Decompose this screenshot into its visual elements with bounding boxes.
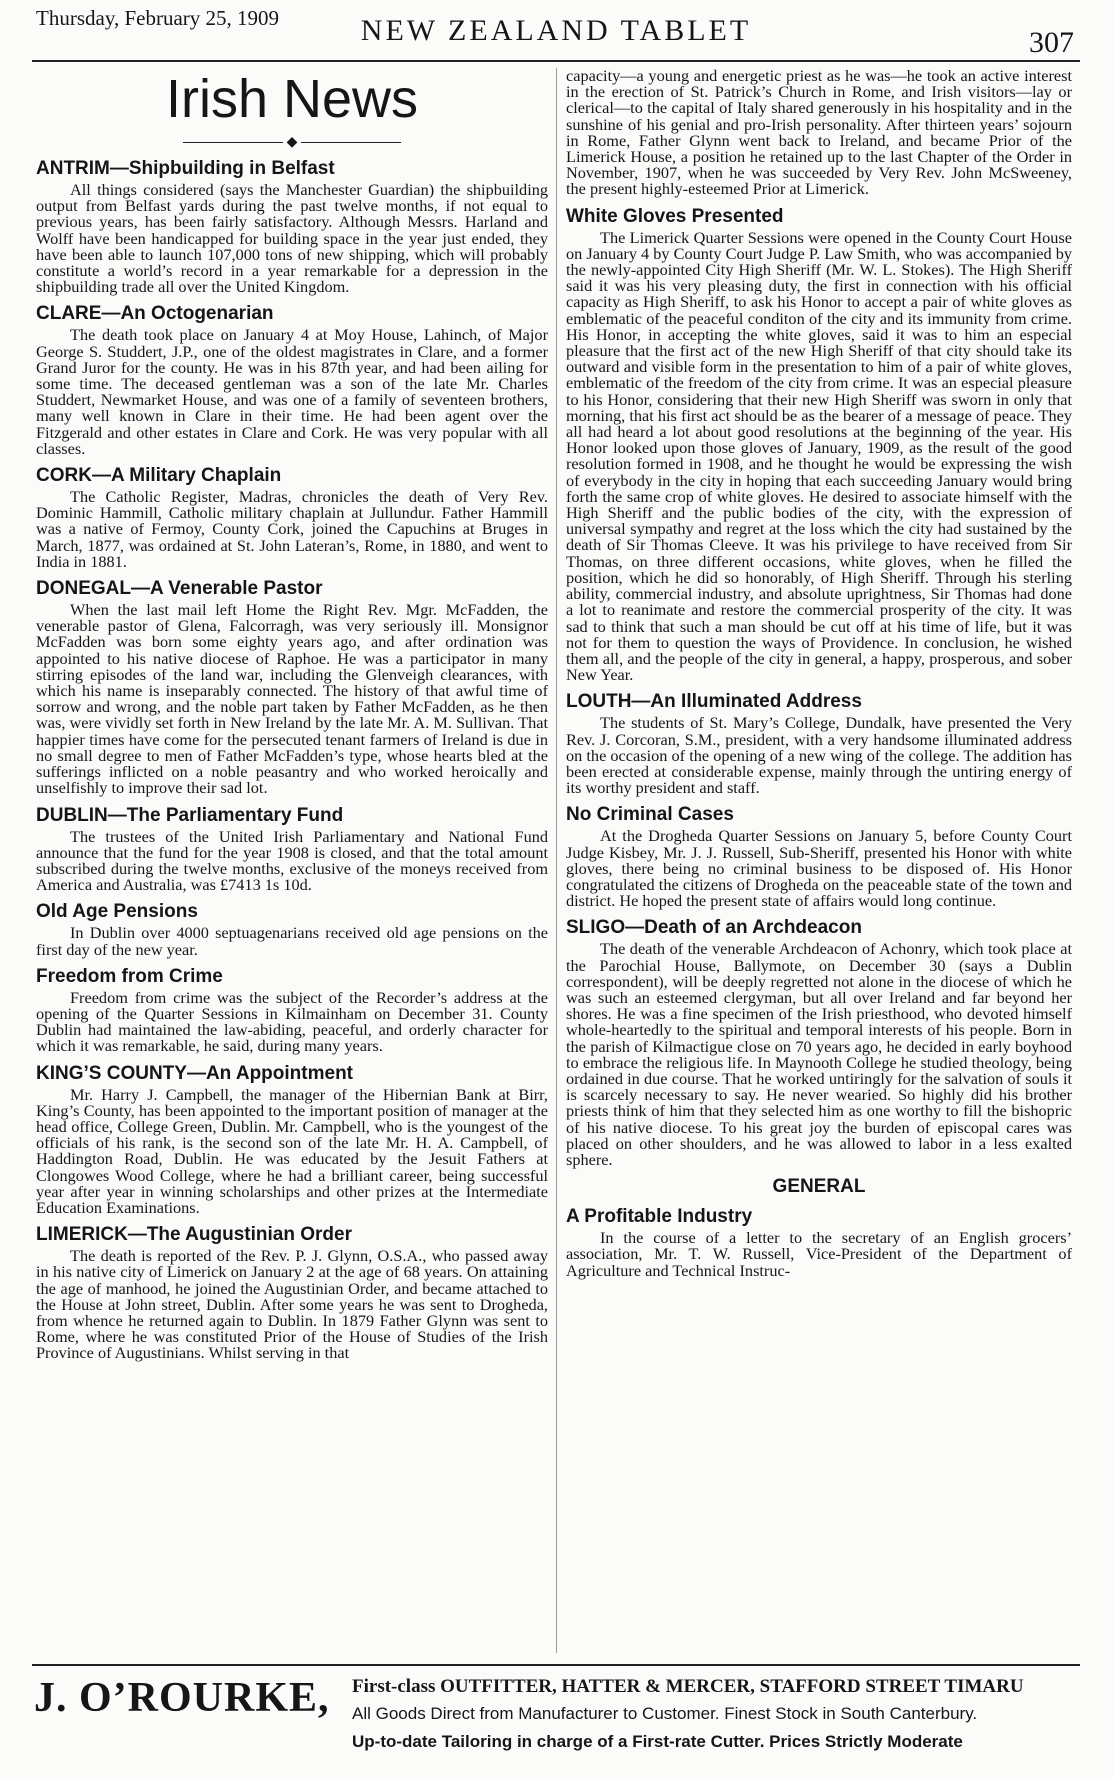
article-heading: No Criminal Cases xyxy=(566,804,734,826)
article-heading: Freedom from Crime xyxy=(36,965,223,987)
article xyxy=(36,303,548,457)
article-paragraph: Freedom from crime was the subject of the Recorder’s address at the opening of the Quarter Sessions in Kilmainham on December 31. County Dublin had maintained the law-abiding, peaceful, and orderly character for which it was remarkable, he said, during many years. xyxy=(36,987,548,1056)
article-heading: LOUTH—An Illuminated Address xyxy=(566,691,862,713)
article-paragraph: Mr. Harry J. Campbell, the manager of the Hibernian Bank at Birr, King’s County, has been appointed to the important position of manager at the head office, College Green, Dublin. Mr. Campbell, who is the youngest of the officials of his rank, is the second son of the late Mr. H. A. Campbell, of Haddington Road, Dublin. He was educated by the Jesuit Fathers at Clongowes Wood College, where he had a brilliant career, being successful year after year in winning scholarships and other prizes at the Intermediate Education Examinations. xyxy=(36,1084,548,1217)
right-column xyxy=(566,68,1072,1653)
article-paragraph: capacity—a young and energetic priest as he was—he took an active interest in the erection of St. Patrick’s Church in Rome, and Irish visitors—lay or clerical—to the capital of Italy shared generously in his hospitality and in the sunshine of his genial and pro-Irish personality. After thirteen years’ sojourn in Rome, Father Glynn went back to Ireland, and became Prior of the Limerick House, a position he retained up to the last Chapter of the Order in November, 1907, when he was succeeded by Very Rev. John McSweeney, the present highly-esteemed Prior at Limerick. xyxy=(566,68,1072,199)
issue-date: Thursday, February 25, 1909 xyxy=(36,6,280,30)
masthead xyxy=(32,0,1080,62)
article xyxy=(36,966,548,1055)
article xyxy=(36,1063,548,1217)
article xyxy=(36,465,548,570)
article xyxy=(36,1224,548,1361)
right-articles xyxy=(566,68,1072,1279)
article-heading: GENERAL xyxy=(772,1176,866,1198)
article xyxy=(566,68,1072,198)
article-heading: DONEGAL—A Venerable Pastor xyxy=(36,578,323,600)
article xyxy=(36,901,548,957)
article-paragraph: The death took place on January 4 at Moy House, Lahinch, of Major George S. Studdert, J.P., one of the oldest magistrates in Clare, and a former Grand Juror for the county. He was in his 87th year, and had been ailing for some time. The deceased gentleman was a son of the late Mr. Charles Studdert, Newmarket House, and was one of a family of seventeen brothers, many well known in Clare in their time. He had been agent over the Fitzgerald and other estates in Clare and Cork. He was very popular with all classes. xyxy=(36,325,548,458)
footer-divider xyxy=(32,1664,1080,1666)
article-paragraph: The students of St. Mary’s College, Dundalk, have presented the Very Rev. J. Corcoran, S.M., president, with a very handsome illuminated address on the occasion of the opening of a new wing of the college. The addition has been erected at considerable expense, mainly through the untiring energy of its worthy president and staff. xyxy=(566,713,1072,798)
article xyxy=(36,158,548,295)
left-articles xyxy=(36,158,548,1362)
article-paragraph: The trustees of the United Irish Parliamentary and National Fund announce that the fund for the year 1908 is closed, and that the total amount subscribed during the twelve months, exclusive of the moneys received from America and Australia, was £7413 1s 10d. xyxy=(36,826,548,895)
article-paragraph: The death of the venerable Archdeacon of Achonry, which took place at the Parochial House, Ballymote, on December 30 (says a Dublin correspondent), will be deeply regretted not alone in the diocese of which he was such an esteemed clergyman, but all over Ireland and far beyond her shores. He was a fine specimen of the Irish priesthood, who devoted himself whole-heartedly to the spiritual and temporal interests of his people. Born in the parish of Kilmactigue close on 70 years ago, he decided in early boyhood to embrace the religious life. In Maynooth College he studied theology, being ordained in due course. That he worked untiringly for the salvation of souls it is scarcely necessary to say. He never wearied. So highly did his brother priests think of him that they selected him as one worthy to fill the bishopric of his native diocese. To his great joy the burden of episcopal cares was placed on other shoulders, and he was allowed to labor in a less exalted sphere. xyxy=(566,939,1072,1169)
article-heading: SLIGO—Death of an Archdeacon xyxy=(566,917,862,939)
advert-line-2: All Goods Direct from Manufacturer to Customer. Finest Stock in South Canterbury. xyxy=(352,1704,978,1723)
section-title: Irish News xyxy=(165,69,419,129)
article-paragraph: At the Drogheda Quarter Sessions on January 5, before County Court Judge Kisbey, Mr. J. J. Russell, Sub-Sheriff, presented his Honor with white gloves, there being no criminal business to be disposed of. His Honor congratulated the citizens of Drogheda on the peaceable state of the town and district. He hoped the present state of affairs would long continue. xyxy=(566,826,1072,911)
article-heading: A Profitable Industry xyxy=(566,1206,753,1228)
ornament-divider xyxy=(36,136,548,150)
page-number: 307 xyxy=(1029,26,1074,59)
article-heading: DUBLIN—The Parliamentary Fund xyxy=(36,804,344,826)
diamond-icon: ◆ xyxy=(286,135,298,150)
advert-line-1: First-class OUTFITTER, HATTER & MERCER, STAFFORD STREET TIMARU xyxy=(352,1676,1024,1697)
article-heading: White Gloves Presented xyxy=(566,205,784,227)
article-heading: LIMERICK—The Augustinian Order xyxy=(36,1224,352,1246)
left-column xyxy=(36,68,548,1653)
article-paragraph: The Limerick Quarter Sessions were opened in the County Court House on January 4 by County Court Judge P. Law Smith, who was accompanied by the newly-appointed City High Sheriff (Mr. W. L. Stokes). The High Sheriff said it was his very pleasing duty, the first in connection with his official capacity as High Sheriff, to ask his Honor to accept a pair of white gloves as emblematic of the peaceful conditon of the city and its immunity from crime. His Honor, in accepting the white gloves, said it was to him an especial pleasure that the first act of the new High Sheriff of that city should take its outward and visible form in the presentation to him of a pair of white gloves, emblematic of the freedom of the city from crime. It was an especial pleasure to his Honor, considering that their new High Sheriff was sworn in only that morning, that his first act should be as the bearer of a message of peace. They all had heard a lot about good resolutions at the beginning of the year. His Honor looked upon those gloves of January, 1909, as the result of the good resolution formed in 1908, and he thought he would be expressing the wish of everybody in the city in hoping that each succeeding January would bring forth the same crop of white gloves. He desired to associate himself with the High Sheriff and the public bodies of the city, with the expression of universal sympathy and regret at the loss which the city had sustained by the death of Sir Thomas Cleeve. It was his privilege to have received from Sir Thomas, on three different occasions, white gloves, when he filled the position, which he did so honorably, of High Sheriff. Through his sterling ability, commercial industry, and absolute uprightness, Sir Thomas had done a lot to reanimate and restore the commercial prosperity of the city. It was sad to think that such a man should be cut off at his time of life, but it was not for them to question the ways of Providence. In conclusion, he wished them all, and the people of the city in general, a happy, prosperous, and sober New Year. xyxy=(566,227,1072,685)
article-paragraph: In the course of a letter to the secretary of an English grocers’ association, Mr. T. W. Russell, Vice-President of the Department of Agriculture and Technical Instruc- xyxy=(566,1228,1072,1280)
article xyxy=(566,917,1072,1168)
article xyxy=(566,206,1072,684)
article-paragraph: When the last mail left Home the Right Rev. Mgr. McFadden, the venerable pastor of Glena, Falcorragh, was very seriously ill. Monsignor McFadden was born some eighty years ago, and after ordination was appointed to his native diocese of Raphoe. He was a participator in many stirring episodes of the land war, including the Glenveigh clearances, with which his name is inseparably connected. The history of that awful time of sorrow and wrong, and the noble part taken by Father McFadden, as he then was, were vividly set forth in New Ireland by the late Mr. A. M. Sullivan. That happier times have come for the persecuted tenant farmers of Ireland is due in no small degree to men of Father McFadden’s type, whose hearts bled at the sufferings inflicted on a noble peasantry and who worked heroically and unselfishly to improve their sad lot. xyxy=(36,600,548,798)
column-divider xyxy=(556,68,557,1653)
article xyxy=(566,1206,1072,1279)
article-heading: CLARE—An Octogenarian xyxy=(36,303,274,325)
article-heading: Old Age Pensions xyxy=(36,901,198,923)
article-heading: KING’S COUNTY—An Appointment xyxy=(36,1062,353,1084)
advertiser-name: J. O’ROURKE, xyxy=(34,1675,330,1721)
article xyxy=(566,804,1072,909)
newspaper-title: NEW ZEALAND TABLET xyxy=(360,14,752,47)
article xyxy=(36,578,548,796)
article-heading: ANTRIM—Shipbuilding in Belfast xyxy=(36,158,335,179)
article-paragraph: The Catholic Register, Madras, chronicles the death of Very Rev. Dominic Hammill, Catholic military chaplain at Jullundur. Father Hammill was a native of Fermoy, County Cork, joined the Capuchins at Bruges in March, 1877, was ordained at St. John Lateran’s, Rome, in 1880, and went to India in 1881. xyxy=(36,487,548,571)
article xyxy=(566,1176,1072,1198)
advert-line-3: Up-to-date Tailoring in charge of a First-rate Cutter. Prices Strictly Moderate xyxy=(352,1732,963,1751)
article-paragraph: The death is reported of the Rev. P. J. Glynn, O.S.A., who passed away in his native city of Limerick on January 2 at the age of 68 years. On attaining the age of manhood, he joined the Augustinian Order, and became attached to the House at John street, Dublin. After some years he was sent to Drogheda, from whence he returned again to Dublin. In 1879 Father Glynn was sent to Rome, where he was constituted Prior of the House of Studies of the Irish Province of Augustinians. Whilst serving in that xyxy=(36,1246,548,1363)
article-paragraph: All things considered (says the Manchester Guardian) the shipbuilding output from Belfast yards during the past twelve months, if not equal to previous years, has been fairly satisfactory. Although Messrs. Harland and Wolff have been handicapped for building space in the year just ended, they have been able to launch 107,000 tons of new shipping, which will probably constitute a world’s record in a year remarkable for a depression in the shipbuilding trade all over the United Kingdom. xyxy=(36,180,548,297)
article-heading: CORK—A Military Chaplain xyxy=(36,465,282,487)
article xyxy=(566,691,1072,796)
advertisement xyxy=(32,1670,1080,1770)
article-paragraph: In Dublin over 4000 septuagenarians received old age pensions on the first day of the new year. xyxy=(36,923,548,959)
article xyxy=(36,805,548,894)
